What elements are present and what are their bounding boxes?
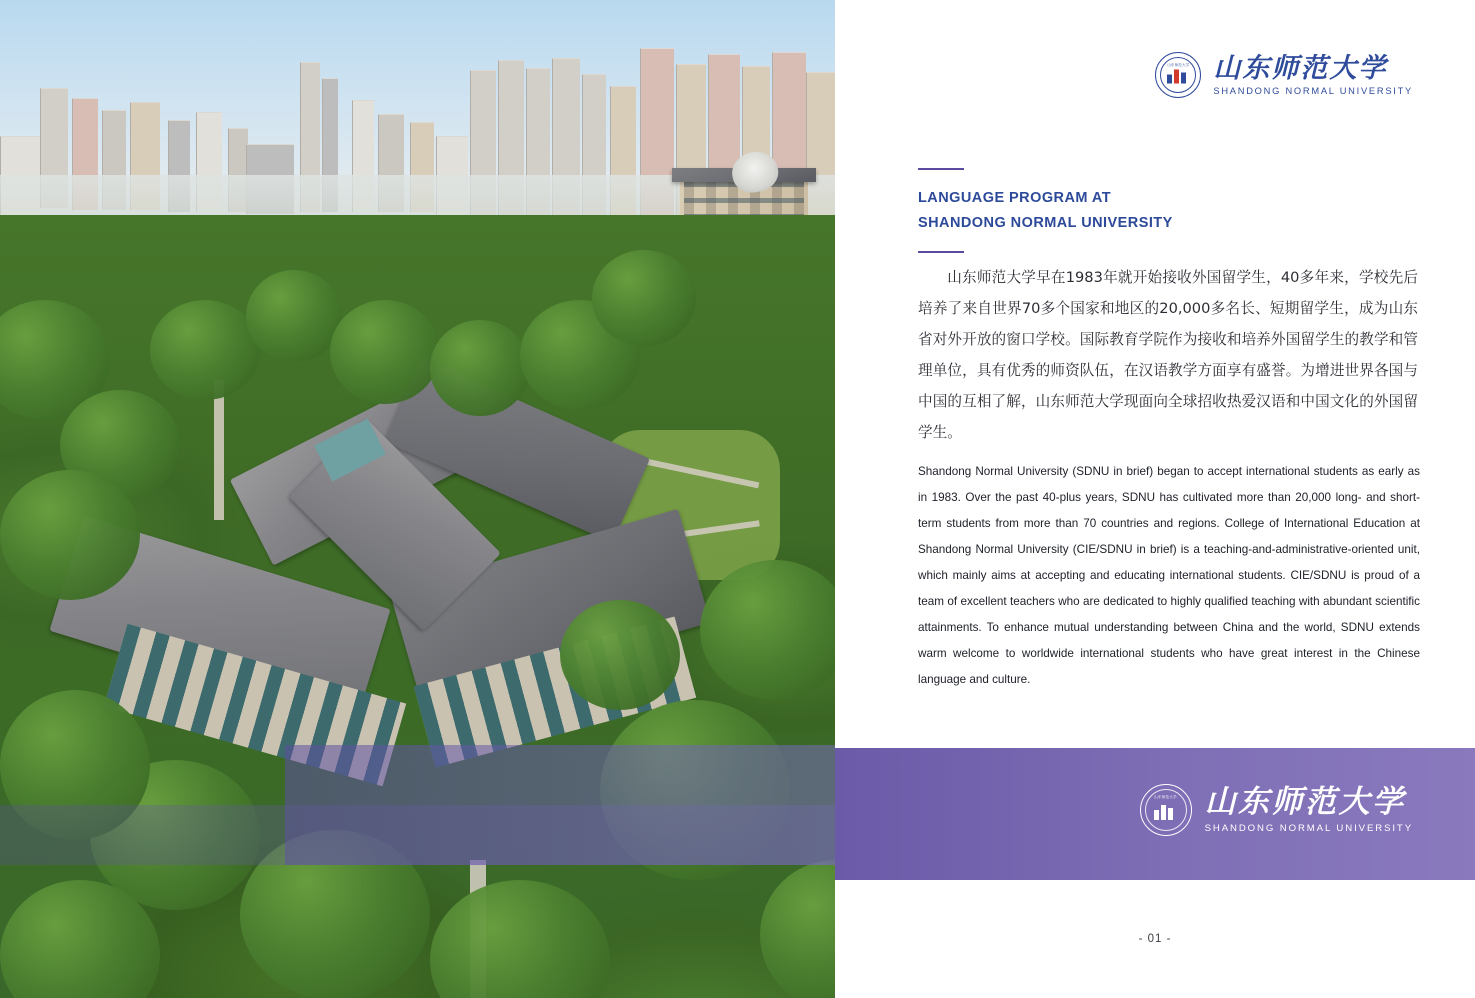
page-title-line-1: LANGUAGE PROGRAM AT	[918, 190, 1112, 206]
logo-wordmark	[1213, 54, 1413, 96]
crest-book-mark	[1167, 68, 1189, 83]
body-paragraph-english: Shandong Normal University (SDNU in brief) began to accept international students as early as in 1983. Over the past 40-plus years, SDNU has cultivated more than 20,000 long- and short-term students from more than 70 countries and regions. College of International Education at Shandong Normal University (CIE/SDNU in brief) is a teaching-and-administrative-oriented unit, which mainly aims at accepting and educating international students. CIE/SDNU is proud of a team of excellent teachers who are dedicated to highly qualified teaching with abundant scientific attainments. To enhance mutual understanding between China and the world, SDNU extends warm welcome to worldwide international students who have great interest in the Chinese language and culture.	[918, 465, 1420, 686]
campus-walkway	[214, 380, 224, 520]
section-heading-block	[918, 168, 1418, 253]
university-crest-icon-white	[1140, 784, 1192, 836]
footer-purple-panel	[835, 748, 1475, 880]
crest-book-mark-white	[1154, 804, 1178, 820]
purple-overlay-band-secondary	[0, 805, 835, 865]
body-paragraph-chinese: 山东师范大学早在1983年就开始接收外国留学生，40多年来，学校先后培养了来自世界70多个国家和地区的20,000多名长、短期留学生，成为山东省对外开放的窗口学校。国际教育学院作为接收和培养外国留学生的教学和管理单位，具有优秀的师资队伍，在汉语教学方面享有盛誉。为增进世界各国与中国的互相了解，山东师范大学现面向全球招收热爱汉语和中国文化的外国留学生。	[918, 269, 1418, 441]
crest-micro-text-footer: 山东师范大学	[1154, 795, 1177, 799]
page-title-line-2: SHANDONG NORMAL UNIVERSITY	[918, 215, 1173, 232]
university-logo-footer	[1140, 784, 1413, 836]
university-crest-icon	[1155, 52, 1201, 98]
logo-name-en: SHANDONG NORMAL UNIVERSITY	[1213, 86, 1413, 97]
logo-name-en-footer: SHANDONG NORMAL UNIVERSITY	[1204, 823, 1413, 835]
page-number: - 01 -	[1138, 933, 1172, 945]
page-title	[918, 186, 1418, 237]
crest-micro-text: 山东师范大学	[1167, 63, 1190, 67]
heading-rule-top	[918, 168, 964, 170]
text-column	[835, 0, 1475, 998]
logo-wordmark-footer	[1204, 783, 1413, 835]
logo-name-cn: 山东师范大学	[1213, 52, 1388, 83]
university-logo-header	[1155, 52, 1413, 98]
heading-rule-bottom	[918, 251, 964, 253]
logo-name-cn-footer: 山东师范大学	[1204, 783, 1406, 819]
